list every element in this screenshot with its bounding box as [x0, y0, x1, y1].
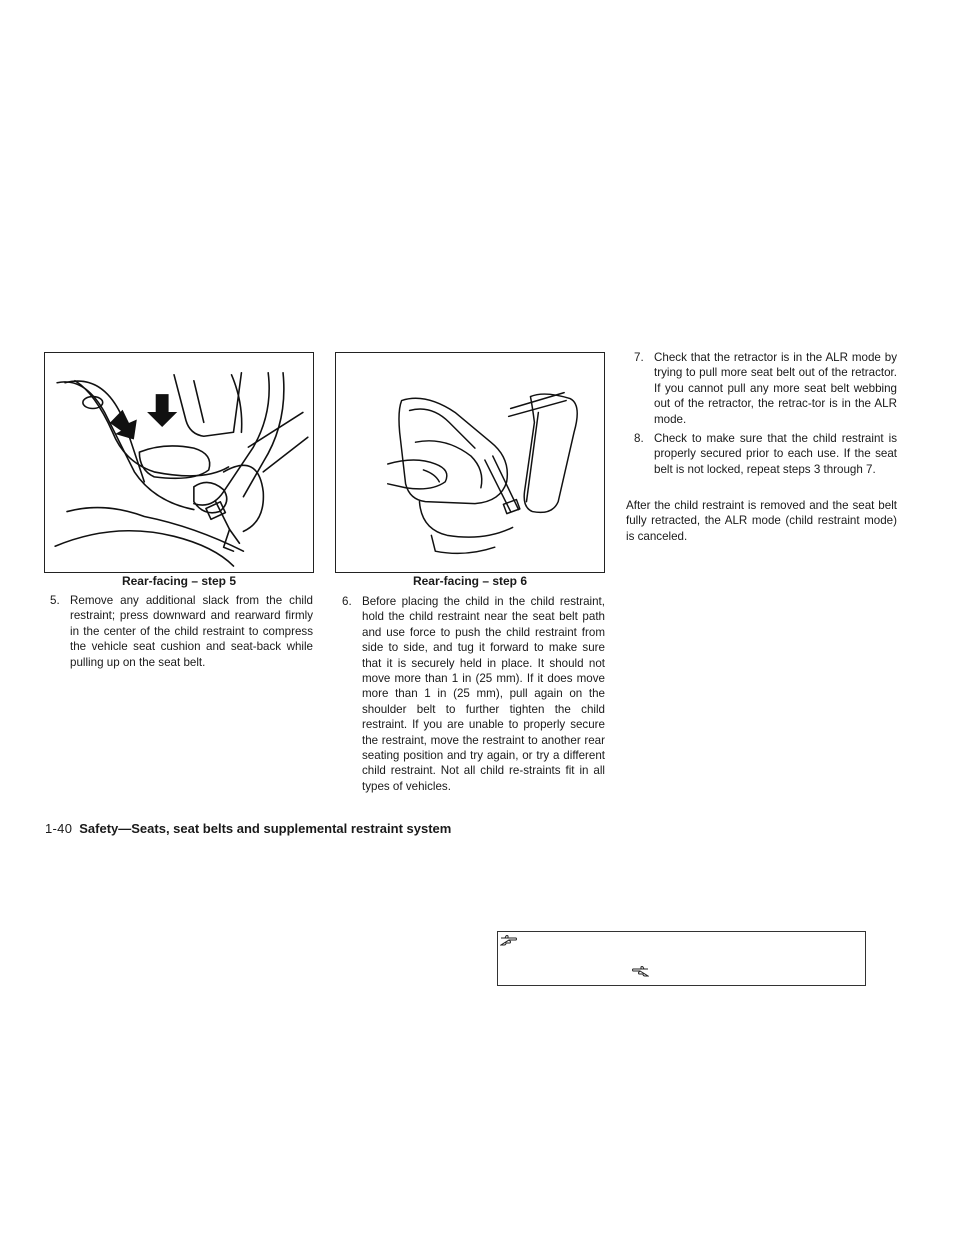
figure-caption-step-5: Rear-facing – step 5: [121, 574, 237, 588]
illustration-step-6: [336, 353, 604, 572]
step-text: Remove any additional slack from the child restraint; press downward and rearward firmly in the center of the child restraint to compress the vehicle seat cushion and seat-back while pulling up on the seat belt.: [70, 594, 313, 669]
note-box: [497, 931, 866, 986]
page-number: 1-40: [45, 821, 73, 836]
pointing-hand-right-icon: [500, 934, 518, 949]
list-item-step-7: [634, 350, 897, 427]
step-number: 8.: [634, 432, 644, 445]
step-text: Check that the retractor is in the ALR mode by trying to pull more seat belt out of the retractor. If you cannot pull any more seat belt webbing out of the retractor, the retrac-tor is in the ALR mode.: [654, 351, 897, 426]
figure-rear-facing-step-5: [44, 352, 314, 573]
closing-paragraph: After the child restraint is removed and the seat belt fully retracted, the ALR mode (child restraint mode) is canceled.: [626, 499, 897, 543]
figure-caption-step-6: Rear-facing – step 6: [412, 574, 528, 588]
illustration-step-5: [45, 353, 313, 572]
step-text: Check to make sure that the child restraint is properly secured prior to each use. If the seat belt is not locked, repeat steps 3 through 7.: [654, 432, 897, 476]
page-footer: [45, 821, 451, 836]
section-title: Safety—Seats, seat belts and supplemental restraint system: [79, 821, 452, 836]
list-item-step-5: [50, 593, 313, 670]
step-text: Before placing the child in the child restraint, hold the child restraint near the seat belt path and use force to push the child restraint from side to side, and tug it forward to make sure that it is securely held in place. It should not move more than 1 in (25 mm). If it does move more than 1 in (25 mm), pull again on the shoulder belt to further tighten the child restraint. If you are unable to properly secure the restraint, move the restraint to another rear seating position and try again, or try a different child restraint. Not all child re-straints fit in all types of vehicles.: [362, 595, 605, 793]
list-item-step-8: [634, 431, 897, 477]
step-number: 5.: [50, 594, 60, 607]
list-item-step-6: [342, 594, 605, 794]
pointing-hand-left-icon: [631, 965, 649, 980]
figure-rear-facing-step-6: [335, 352, 605, 573]
step-number: 7.: [634, 351, 644, 364]
step-number: 6.: [342, 595, 352, 608]
